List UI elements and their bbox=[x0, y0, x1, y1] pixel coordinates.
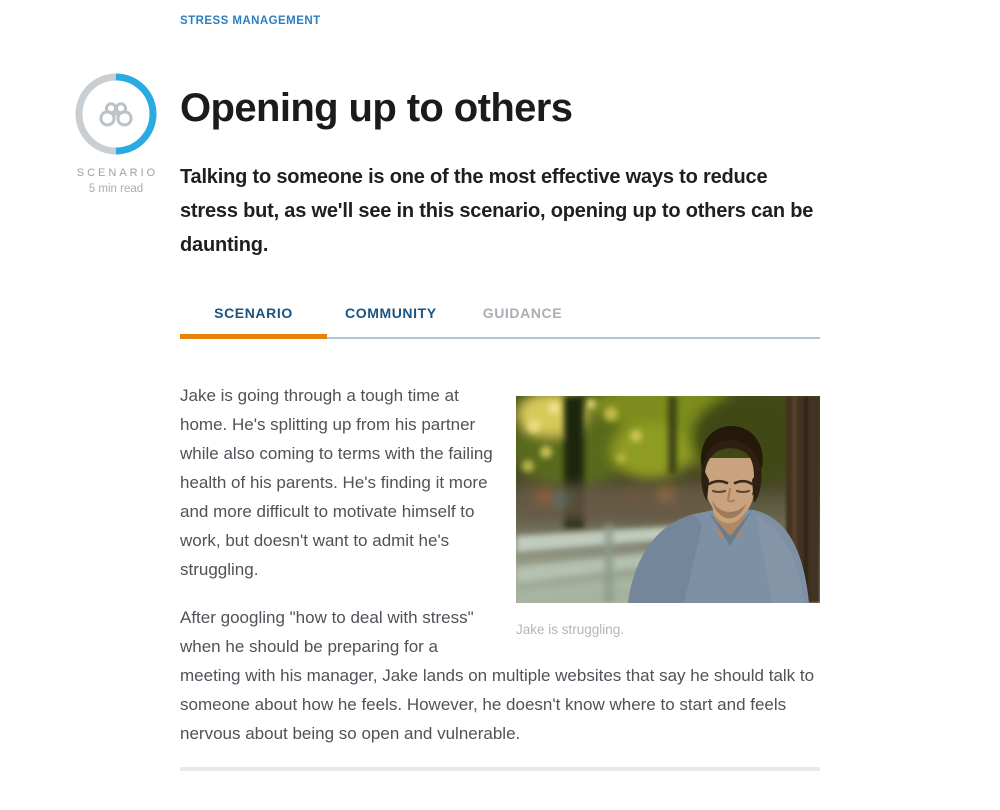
intro-text: Talking to someone is one of the most effective ways to reduce stress but, as we'll see in this scenario, opening up to others can be daunting. bbox=[180, 166, 814, 256]
active-tab-indicator bbox=[180, 334, 327, 339]
page-title: Opening up to others bbox=[180, 86, 573, 130]
progress-ring bbox=[72, 70, 160, 158]
main-content bbox=[180, 0, 820, 771]
article-paragraph: Jake is going through a tough time at home. He's splitting up from his partner while also coming to terms with the failing health of his parents. He's finding it more and more difficult to motivate himself to work, but doesn't want to admit he's struggling. bbox=[180, 386, 493, 579]
tab-community[interactable]: COMMUNITY bbox=[345, 305, 437, 321]
lesson-type-label: SCENARIO bbox=[76, 167, 159, 179]
article-paragraph: After googling "how to deal with stress" when he should be preparing for a meeting with his manager, Jake lands on multiple websites that say he should talk to someone about how he feels. However, he doesn't know where to start and feels nervous about being so open and vulnerable. bbox=[180, 608, 815, 743]
lesson-meta-rail bbox=[72, 70, 160, 195]
section-divider bbox=[180, 767, 820, 771]
jake-photo bbox=[516, 396, 820, 603]
read-time: 5 min read bbox=[88, 183, 144, 195]
tab-bar bbox=[180, 304, 820, 321]
jake-photo-figure bbox=[516, 396, 820, 644]
binoculars-icon bbox=[96, 97, 136, 129]
scenario-article bbox=[180, 381, 820, 771]
tab-scenario[interactable]: SCENARIO bbox=[214, 305, 293, 321]
breadcrumb[interactable]: STRESS MANAGEMENT bbox=[180, 15, 321, 27]
image-caption: Jake is struggling. bbox=[516, 622, 625, 637]
tab-underline-track bbox=[180, 334, 820, 339]
tab-guidance[interactable]: GUIDANCE bbox=[482, 305, 563, 321]
